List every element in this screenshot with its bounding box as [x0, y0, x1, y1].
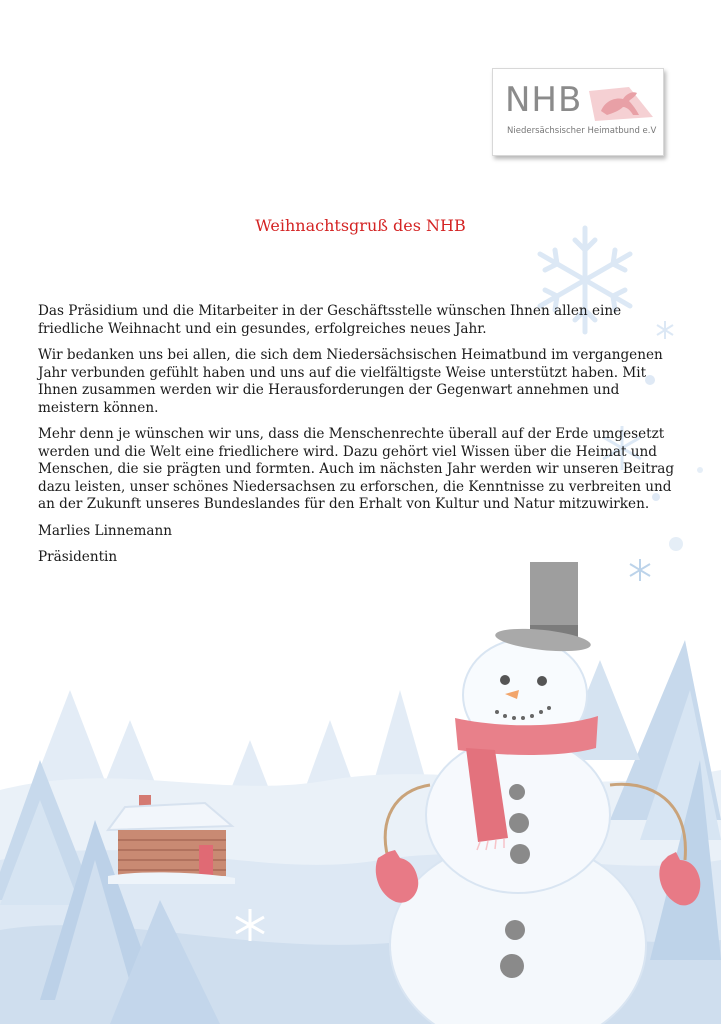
paragraph-wishes: Mehr denn je wünschen wir uns, dass die Menschenrechte überall auf der Erde umgesetzt werden und die Welt eine friedlichere wird. Dazu gehört viel Wissen über die Heimat und Menschen, die sie prägten und formten. Auch im nächsten Jahr werden wir unseren Beitrag dazu leisten, unser schönes Niedersachsen zu erforschen, die Kenntnisse zu verbreiten und an der Zukunft unseres Bundeslandes für den Erhalt von Kultur und Natur mitzuwirken.	[38, 426, 675, 512]
paragraph-thanks: Wir bedanken uns bei allen, die sich dem Niedersächsischen Heimatbund im vergangenen Jahr verbunden gefühlt haben und uns auf die vielfältigste Weise unterstützt haben. Mit Ihnen zusammen werden wir die Herausforderungen der Gegenwart annehmen und meistern können.	[38, 347, 663, 416]
horse-logo-icon	[589, 87, 653, 121]
letter-title: Weihnachtsgruß des NHB	[255, 216, 466, 235]
nhb-logo	[492, 68, 664, 156]
signature-name: Marlies Linnemann	[38, 522, 172, 539]
logo-subtitle: Niedersächsischer Heimatbund e.V	[507, 126, 657, 136]
signature-role: Präsidentin	[38, 549, 118, 565]
letter-body	[38, 303, 678, 576]
paragraph-greeting: Das Präsidium und die Mitarbeiter in der Geschäftsstelle wünschen Ihnen allen eine friedliche Weihnacht und ein gesundes, erfolgreiches neues Jahr.	[38, 303, 622, 337]
logo-letters: NHB	[505, 80, 583, 120]
